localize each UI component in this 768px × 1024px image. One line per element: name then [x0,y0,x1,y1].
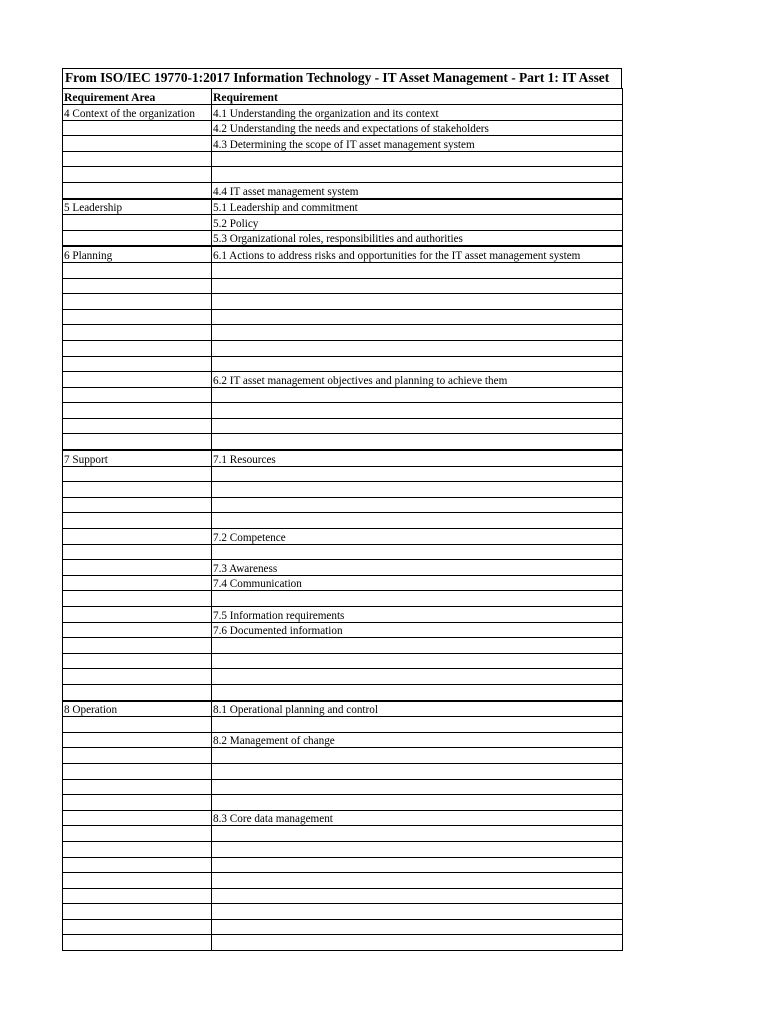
requirement-cell [212,544,623,560]
requirement-area-cell [63,717,212,733]
requirement-cell: 4.4 IT asset management system [212,182,623,198]
table-row [63,701,623,717]
requirement-area-cell [63,622,212,638]
requirement-cell [212,888,623,904]
requirement-cell: 4.2 Understanding the needs and expectations of stakeholders [212,120,623,136]
requirement-cell: 5.3 Organizational roles, responsibilities and authorities [212,230,623,246]
requirement-cell [212,340,623,356]
requirement-area-cell [63,372,212,388]
requirement-cell [212,763,623,779]
requirement-area-cell [63,779,212,795]
requirement-area-cell [63,544,212,560]
table-row [63,669,623,685]
requirement-area-cell [63,684,212,700]
requirement-area-cell [63,669,212,685]
requirement-cell [212,278,623,294]
requirement-area-cell [63,403,212,419]
requirement-area-cell [63,810,212,826]
requirement-area-cell: 6 Planning [63,246,212,262]
requirement-cell [212,403,623,419]
requirement-cell: 8.1 Operational planning and control [212,701,623,717]
requirement-cell [212,309,623,325]
requirement-cell [212,717,623,733]
requirement-area-cell [63,262,212,278]
table-row [63,826,623,842]
header-requirement-area: Requirement Area [63,89,212,105]
table-row [63,841,623,857]
requirement-cell: 8.3 Core data management [212,810,623,826]
table-row [63,136,623,152]
table-row [63,638,623,654]
requirement-area-cell: 4 Context of the organization [63,105,212,121]
requirement-area-cell [63,151,212,167]
requirement-cell [212,857,623,873]
table-row [63,215,623,231]
requirement-cell [212,262,623,278]
table-row [63,340,623,356]
requirement-cell: 6.1 Actions to address risks and opportunities for the IT asset management system [212,246,623,262]
requirement-cell: 7.5 Information requirements [212,607,623,623]
requirement-cell [212,466,623,482]
requirement-area-cell [63,309,212,325]
requirement-area-cell [63,215,212,231]
requirement-area-cell [63,888,212,904]
requirement-cell [212,684,623,700]
table-row [63,684,623,700]
requirement-cell: 7.2 Competence [212,529,623,545]
requirement-cell [212,482,623,498]
requirement-area-cell [63,653,212,669]
table-row [63,120,623,136]
requirement-cell [212,748,623,764]
requirement-cell [212,904,623,920]
requirement-area-cell [63,607,212,623]
table-row [63,450,623,466]
requirement-cell [212,294,623,310]
requirement-cell: 4.1 Understanding the organization and its context [212,105,623,121]
table-row [63,418,623,434]
table-row [63,857,623,873]
table-row [63,717,623,733]
requirement-area-cell [63,935,212,951]
table-row [63,309,623,325]
table-row [63,732,623,748]
header-requirement: Requirement [212,89,623,105]
table-row [63,167,623,183]
requirement-area-cell [63,418,212,434]
requirement-cell: 7.6 Documented information [212,622,623,638]
requirement-area-cell [63,638,212,654]
requirement-cell [212,387,623,403]
table-row [63,403,623,419]
table-row [63,919,623,935]
table-row [63,888,623,904]
requirement-cell [212,356,623,372]
sheet-title: From ISO/IEC 19770-1:2017 Information Technology - IT Asset Management - Part 1: IT Asset [65,70,610,85]
requirement-cell [212,513,623,529]
requirement-area-cell [63,763,212,779]
requirement-cell: 5.1 Leadership and commitment [212,199,623,215]
requirement-area-cell: 5 Leadership [63,199,212,215]
table-row [63,810,623,826]
requirement-cell: 7.1 Resources [212,450,623,466]
requirement-cell [212,669,623,685]
requirement-cell [212,591,623,607]
requirement-area-cell [63,434,212,450]
table-row [63,325,623,341]
table-row [63,497,623,513]
requirement-cell [212,795,623,811]
requirement-cell [212,919,623,935]
requirement-area-cell [63,356,212,372]
table-row [63,575,623,591]
requirement-cell: 8.2 Management of change [212,732,623,748]
requirement-cell [212,638,623,654]
requirement-cell [212,418,623,434]
sheet-title-row [62,68,622,88]
requirement-cell: 7.3 Awareness [212,560,623,576]
table-row [63,356,623,372]
requirement-area-cell: 8 Operation [63,701,212,717]
table-row [63,904,623,920]
spreadsheet [62,68,622,951]
requirement-area-cell [63,466,212,482]
requirement-cell [212,779,623,795]
requirement-area-cell [63,294,212,310]
requirement-area-cell: 7 Support [63,450,212,466]
table-row [63,873,623,889]
table-row [63,591,623,607]
table-row [63,466,623,482]
table-row [63,653,623,669]
table-row [63,246,623,262]
table-row [63,544,623,560]
requirement-cell [212,325,623,341]
requirements-table-body [63,89,623,951]
requirement-area-cell [63,748,212,764]
requirement-area-cell [63,136,212,152]
requirement-area-cell [63,795,212,811]
requirement-cell: 4.3 Determining the scope of IT asset management system [212,136,623,152]
requirement-area-cell [63,513,212,529]
requirement-cell: 5.2 Policy [212,215,623,231]
requirement-area-cell [63,230,212,246]
table-row [63,372,623,388]
table-row [63,278,623,294]
table-row [63,387,623,403]
table-row [63,434,623,450]
table-row [63,763,623,779]
table-row [63,199,623,215]
table-row [63,935,623,951]
requirement-cell [212,434,623,450]
requirement-area-cell [63,482,212,498]
requirement-area-cell [63,167,212,183]
table-row [63,482,623,498]
requirement-area-cell [63,387,212,403]
requirement-area-cell [63,841,212,857]
requirement-area-cell [63,732,212,748]
table-row [63,607,623,623]
requirement-cell: 6.2 IT asset management objectives and planning to achieve them [212,372,623,388]
requirement-area-cell [63,919,212,935]
table-row [63,748,623,764]
requirement-area-cell [63,904,212,920]
requirement-area-cell [63,182,212,198]
table-row [63,151,623,167]
requirement-area-cell [63,560,212,576]
requirement-area-cell [63,278,212,294]
requirement-cell [212,841,623,857]
table-row [63,105,623,121]
requirement-cell [212,167,623,183]
table-row [63,262,623,278]
requirements-table [62,88,623,951]
requirement-area-cell [63,325,212,341]
requirement-cell [212,151,623,167]
requirement-cell [212,826,623,842]
requirement-area-cell [63,826,212,842]
table-row [63,513,623,529]
requirement-area-cell [63,575,212,591]
table-row [63,182,623,198]
requirement-area-cell [63,497,212,513]
requirement-area-cell [63,857,212,873]
requirement-area-cell [63,591,212,607]
requirement-cell [212,653,623,669]
requirement-cell [212,935,623,951]
table-row [63,779,623,795]
requirement-cell [212,497,623,513]
table-row [63,230,623,246]
requirement-cell [212,873,623,889]
requirement-area-cell [63,120,212,136]
header-row [63,89,623,105]
requirement-area-cell [63,340,212,356]
table-row [63,529,623,545]
table-row [63,795,623,811]
requirement-area-cell [63,873,212,889]
requirement-area-cell [63,529,212,545]
table-row [63,622,623,638]
table-row [63,560,623,576]
requirement-cell: 7.4 Communication [212,575,623,591]
table-row [63,294,623,310]
